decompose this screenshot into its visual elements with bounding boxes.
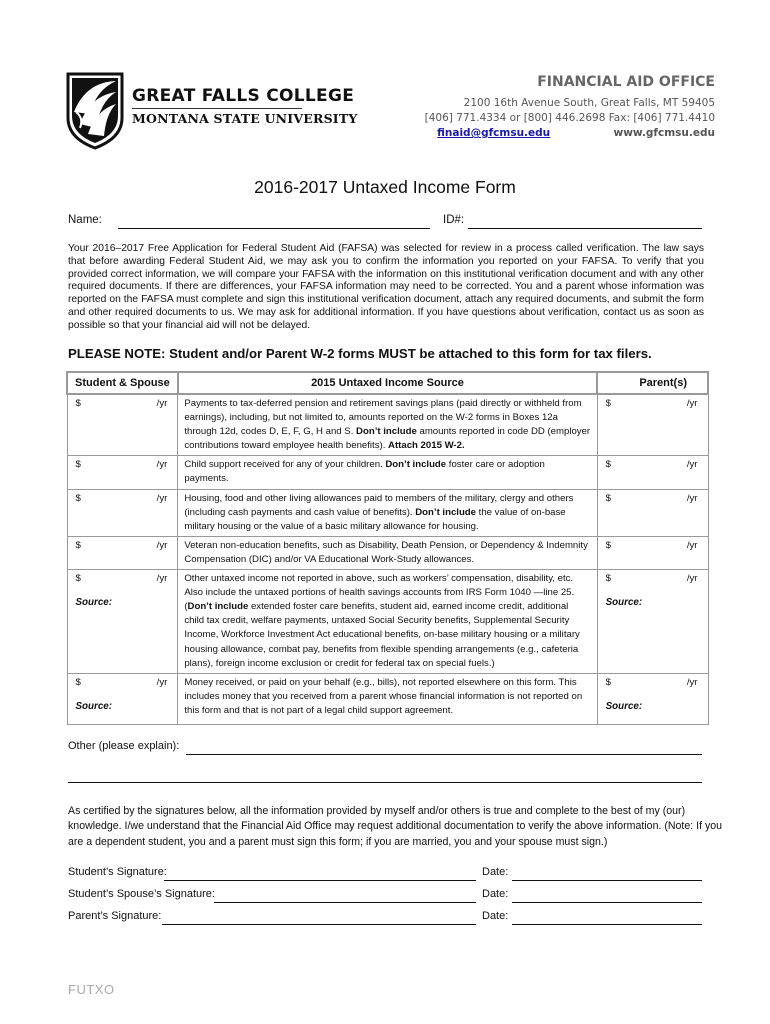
- income-source-description: Payments to tax-deferred pension and retirement savings plans (paid directly or withheld from earnings), including, but not limited to, amounts reported on the W-2 forms in Boxes 12a through 12d, codes D, E, F, G, H and S. Don’t include amounts reported in code DD (employer contributions toward employee health benefits). Attach 2015 W-2.: [178, 394, 597, 456]
- parent-signature-field[interactable]: [162, 910, 476, 925]
- dollar-sign: $: [75, 398, 81, 409]
- parent-amount-cell[interactable]: [597, 456, 708, 489]
- student-amount-cell[interactable]: [67, 570, 178, 674]
- form-code: FUTXO: [68, 982, 115, 997]
- id-field[interactable]: [468, 214, 702, 229]
- income-source-description: Money received, or paid on your behalf (e.g., bills), not reported elsewhere on this form. This includes money that you received from a parent whose financial information is not reported on this form and that is not part of a legal child support agreement.: [178, 673, 597, 724]
- date-label: Date:: [482, 910, 509, 922]
- id-label: ID#:: [443, 214, 465, 226]
- table-header-row: [67, 372, 708, 394]
- table-row: [67, 536, 708, 569]
- student-amount-cell[interactable]: [67, 489, 178, 536]
- dollar-sign: $: [605, 539, 611, 551]
- parent-amount-cell[interactable]: [597, 536, 708, 569]
- student-amount-cell[interactable]: [67, 394, 178, 456]
- spouse-signature-label: Student’s Spouse’s Signature:: [68, 888, 215, 900]
- parents-header: Parent(s): [597, 372, 708, 394]
- income-source-description: Child support received for any of your children. Don’t include foster care or adoption payments.: [178, 456, 597, 489]
- parent-signature-label: Parent’s Signature:: [68, 910, 162, 922]
- per-year-label: /yr: [686, 398, 698, 409]
- dollar-sign: $: [75, 492, 81, 504]
- source-label: Source:: [605, 700, 643, 712]
- office-phones: [406] 771.4334 or [800] 446.2698 Fax: [406] 771.4410: [424, 112, 715, 124]
- dollar-sign: $: [75, 459, 81, 471]
- dollar-sign: $: [605, 492, 611, 504]
- college-name: GREAT FALLS COLLEGE: [132, 86, 355, 106]
- university-name: MONTANA STATE UNIVERSITY: [132, 111, 358, 126]
- other-explain-field[interactable]: [186, 740, 702, 755]
- certification-paragraph: As certified by the signatures below, all the information provided by myself and/or others is true and complete to the best of my (our) knowledge. I/we understand that the Financial Aid Office may request additional documentation to verify the above information. (Note: If you are a dependent student, you and a parent must sign this form; if you are married, you and your spouse must sign.): [68, 805, 723, 848]
- income-source-description: Other untaxed income not reported in above, such as workers’ compensation, disability, etc. Also include the untaxed portions of health savings accounts from IRS Form 1040 —line 25. (Don’t include extended foster care benefits, student aid, earned income credit, additional child tax credit, welfare payments, untaxed Social Security benefits, Supplemental Security Income, Workforce Investment Act educational benefits, on-base military housing or a military housing allowance, combat pay, benefits from flexible spending arrangements (e.g., cafeteria plans), foreign income exclusion or credit for federal tax on special fuels.): [178, 570, 597, 674]
- parent-date-field[interactable]: [512, 910, 702, 925]
- table-row: [67, 394, 708, 456]
- shield-emblem-icon: [66, 72, 124, 150]
- parent-amount-cell[interactable]: [597, 673, 708, 724]
- spouse-signature-row: [68, 888, 704, 904]
- per-year-label: /yr: [686, 676, 698, 688]
- income-source-description: Veteran non-education benefits, such as Disability, Death Pension, or Dependency & Indemnity Compensation (DIC) and/or VA Educational Work-Study allowances.: [178, 536, 597, 569]
- student-amount-cell[interactable]: [67, 673, 178, 724]
- student-signature-row: [68, 866, 704, 882]
- table-row: [67, 456, 708, 489]
- parent-signature-row: [68, 910, 704, 926]
- per-year-label: /yr: [156, 398, 168, 409]
- source-label: Source:: [75, 597, 112, 609]
- name-field[interactable]: [118, 214, 430, 229]
- per-year-label: /yr: [686, 539, 698, 551]
- untaxed-income-table: [66, 371, 709, 725]
- source-label: Source:: [605, 597, 643, 609]
- parent-amount-cell[interactable]: [597, 570, 708, 674]
- table-row: [67, 489, 708, 536]
- student-signature-field[interactable]: [164, 866, 476, 881]
- income-source-header: 2015 Untaxed Income Source: [178, 372, 597, 394]
- per-year-label: /yr: [686, 459, 698, 471]
- logo-divider: [132, 108, 302, 109]
- date-label: Date:: [482, 888, 509, 900]
- table-row: [67, 570, 708, 674]
- per-year-label: /yr: [686, 492, 698, 504]
- student-signature-label: Student’s Signature:: [68, 866, 167, 878]
- other-explain-label: Other (please explain):: [68, 740, 180, 752]
- student-amount-cell[interactable]: [67, 536, 178, 569]
- name-id-row: [68, 214, 708, 232]
- other-explain-field-line-2[interactable]: [68, 768, 702, 783]
- college-logo: [66, 72, 358, 152]
- source-label: Source:: [75, 700, 112, 712]
- dollar-sign: $: [75, 676, 81, 688]
- spouse-date-field[interactable]: [512, 888, 702, 903]
- parent-amount-cell[interactable]: [597, 394, 708, 456]
- dollar-sign: $: [605, 573, 611, 585]
- student-date-field[interactable]: [512, 866, 702, 881]
- spouse-signature-field[interactable]: [214, 888, 476, 903]
- parent-amount-cell[interactable]: [597, 489, 708, 536]
- per-year-label: /yr: [156, 573, 168, 585]
- per-year-label: /yr: [686, 573, 698, 585]
- office-title: FINANCIAL AID OFFICE: [537, 74, 715, 90]
- dollar-sign: $: [605, 398, 611, 409]
- table-row: [67, 673, 708, 724]
- income-source-description: Housing, food and other living allowances paid to members of the military, clergy and others (including cash payments and cash value of benefits). Don’t include the value of on-base military housing or the value of a basic military allowance for housing.: [178, 489, 597, 536]
- office-contact-block: [425, 74, 715, 141]
- per-year-label: /yr: [156, 492, 168, 504]
- intro-paragraph: Your 2016–2017 Free Application for Federal Student Aid (FAFSA) was selected for review in a process called verification. The law says that before awarding Federal Student Aid, we may ask you to confirm the information you reported on your FAFSA. To verify that you provided correct information, we will compare your FAFSA with the information on this institutional verification document and with any other required documents. If there are differences, your FAFSA information may need to be corrected. You and a parent whose information was reported on the FAFSA must complete and sign this institutional verification document, attach any required documents, and submit the form and other required documents to us. We may ask for additional information. If you have questions about verification, contact us as soon as possible so that your financial aid will not be delayed.: [68, 243, 704, 331]
- office-website-link[interactable]: www.gfcmsu.edu: [613, 127, 715, 139]
- per-year-label: /yr: [156, 459, 168, 471]
- dollar-sign: $: [605, 676, 611, 688]
- dollar-sign: $: [75, 539, 81, 551]
- per-year-label: /yr: [156, 676, 168, 688]
- dollar-sign: $: [605, 459, 611, 471]
- office-email-link[interactable]: finaid@gfcmsu.edu: [437, 127, 551, 139]
- student-spouse-header: Student & Spouse: [67, 372, 178, 394]
- office-address: 2100 16th Avenue South, Great Falls, MT 59405: [463, 97, 715, 109]
- date-label: Date:: [482, 866, 509, 878]
- per-year-label: /yr: [156, 539, 168, 551]
- form-title: 2016-2017 Untaxed Income Form: [254, 177, 516, 197]
- please-note: PLEASE NOTE: Student and/or Parent W-2 forms MUST be attached to this form for tax filers.: [68, 346, 652, 361]
- student-amount-cell[interactable]: [67, 456, 178, 489]
- other-explain-row: [68, 740, 702, 752]
- dollar-sign: $: [75, 573, 81, 585]
- name-label: Name:: [68, 214, 102, 226]
